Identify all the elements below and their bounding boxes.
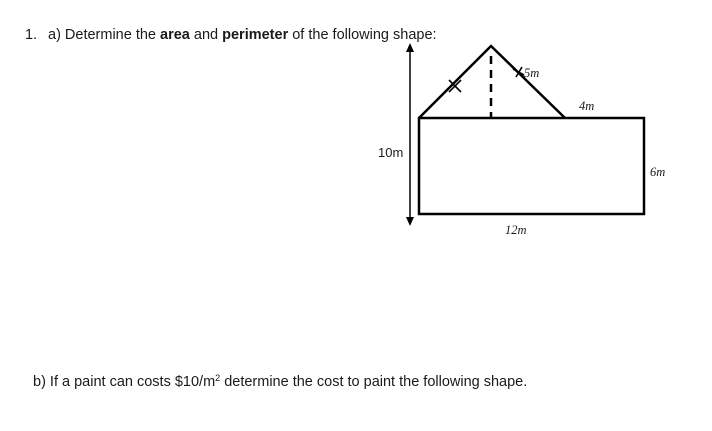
question-1b	[33, 374, 527, 390]
rectangle	[419, 118, 644, 214]
squared-superscript: 2	[215, 373, 221, 383]
question-number: 1.	[25, 27, 38, 43]
question-1a-suffix: of the following shape:	[288, 27, 437, 43]
perimeter-keyword: perimeter	[222, 27, 289, 43]
label-height-10m: 10m	[378, 145, 404, 160]
label-right-side-6m: 6m	[650, 165, 666, 179]
question-1b-text-end: determine the cost to paint the following shape.	[220, 374, 528, 390]
height-arrow-head-top	[406, 43, 414, 52]
height-arrow-head-bottom	[406, 217, 414, 226]
area-keyword: area	[160, 27, 190, 43]
label-bottom-12m: 12m	[505, 223, 527, 237]
label-top-side-4m: 4m	[579, 99, 595, 113]
question-1a-mid: and	[189, 27, 223, 43]
question-1b-text: b) If a paint can costs $10/m	[33, 374, 216, 390]
question-1a-prefix: a) Determine the	[48, 27, 161, 43]
label-slant-5m: 5m	[524, 66, 540, 80]
